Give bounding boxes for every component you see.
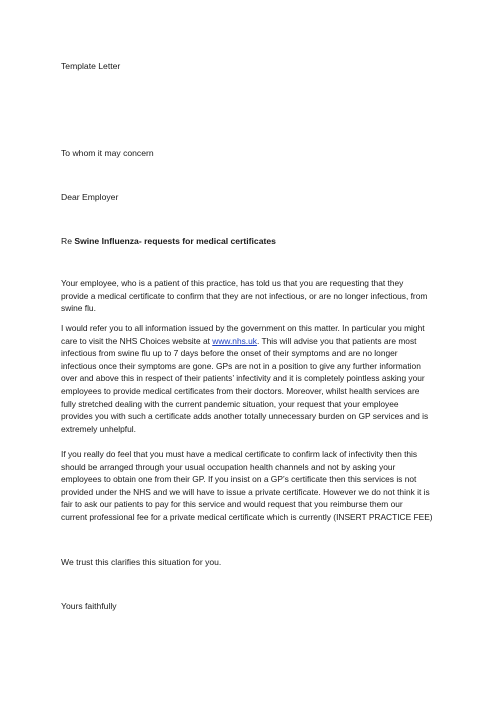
signoff: Yours faithfully xyxy=(61,601,117,611)
subject-line xyxy=(61,235,276,247)
paragraph-line: Your employee, who is a patient of this practice, has told us that you are requesting that they xyxy=(61,278,404,288)
paragraph-line: swine flu. xyxy=(61,303,96,314)
paragraph-line: current professional fee for a private medical certificate which is currently (INSERT PRACTICE FEE) xyxy=(61,511,433,522)
paragraph-text: . This will advise you that patients are most xyxy=(256,335,417,346)
paragraph-line: I would refer you to all information issued by the government on this matter. In particular you might xyxy=(61,323,425,333)
paragraph-line: provide a medical certificate to confirm that they are not infectious, or are no longer infectious, from xyxy=(61,290,428,301)
paragraph-line: fair to ask our patients to pay for this service and would request that you reimburse them our xyxy=(61,499,403,510)
paragraph-line: provided under the NHS and we will have to issue a private certificate. However we do not think it is xyxy=(61,486,430,497)
paragraph-line: employees to provide medical certificates from their doctors. Moreover, whilst health services are xyxy=(61,385,420,396)
letter-header: Template Letter xyxy=(61,61,121,71)
paragraph-line: should be arranged through your usual occupation health channels and not by asking your xyxy=(61,461,396,472)
nhs-website-link[interactable]: www.nhs.uk xyxy=(212,335,257,346)
salutation-general: To whom it may concern xyxy=(61,148,154,158)
paragraph-text: care to visit the NHS Choices website at xyxy=(61,335,213,346)
salutation: Dear Employer xyxy=(61,192,119,202)
paragraph-line: If you really do feel that you must have a medical certificate to confirm lack of infectivity then this xyxy=(61,449,418,459)
paragraph-line: employees to obtain one from their GP. If you insist on a GP’s certificate then this services is not xyxy=(61,474,417,485)
paragraph-line: over and above this in respect of their patients’ infectivity and it is completely pointless asking your xyxy=(61,373,425,384)
subject-text: Swine Influenza- requests for medical certificates xyxy=(74,236,276,246)
paragraph-1 xyxy=(61,277,446,315)
paragraph-line: infectious from swine flu up to 7 days before the onset of their symptoms and are no longer xyxy=(61,348,398,359)
subject-prefix: Re xyxy=(61,236,75,246)
paragraph-3 xyxy=(61,448,446,524)
paragraph-line: fully stretched dealing with the current pandemic situation, your request that your employee xyxy=(61,398,399,409)
paragraph-line-with-link xyxy=(61,335,446,348)
paragraph-line: extremely unhelpful. xyxy=(61,423,136,434)
paragraph-line: infectious once their symptoms are gone. GPs are not in a position to give any further information xyxy=(61,360,421,371)
paragraph-2 xyxy=(61,322,446,435)
paragraph-line: provides you with such a certificate adds another totally unnecessary burden on GP services and is xyxy=(61,411,429,422)
closing-line: We trust this clarifies this situation for you. xyxy=(61,557,222,567)
